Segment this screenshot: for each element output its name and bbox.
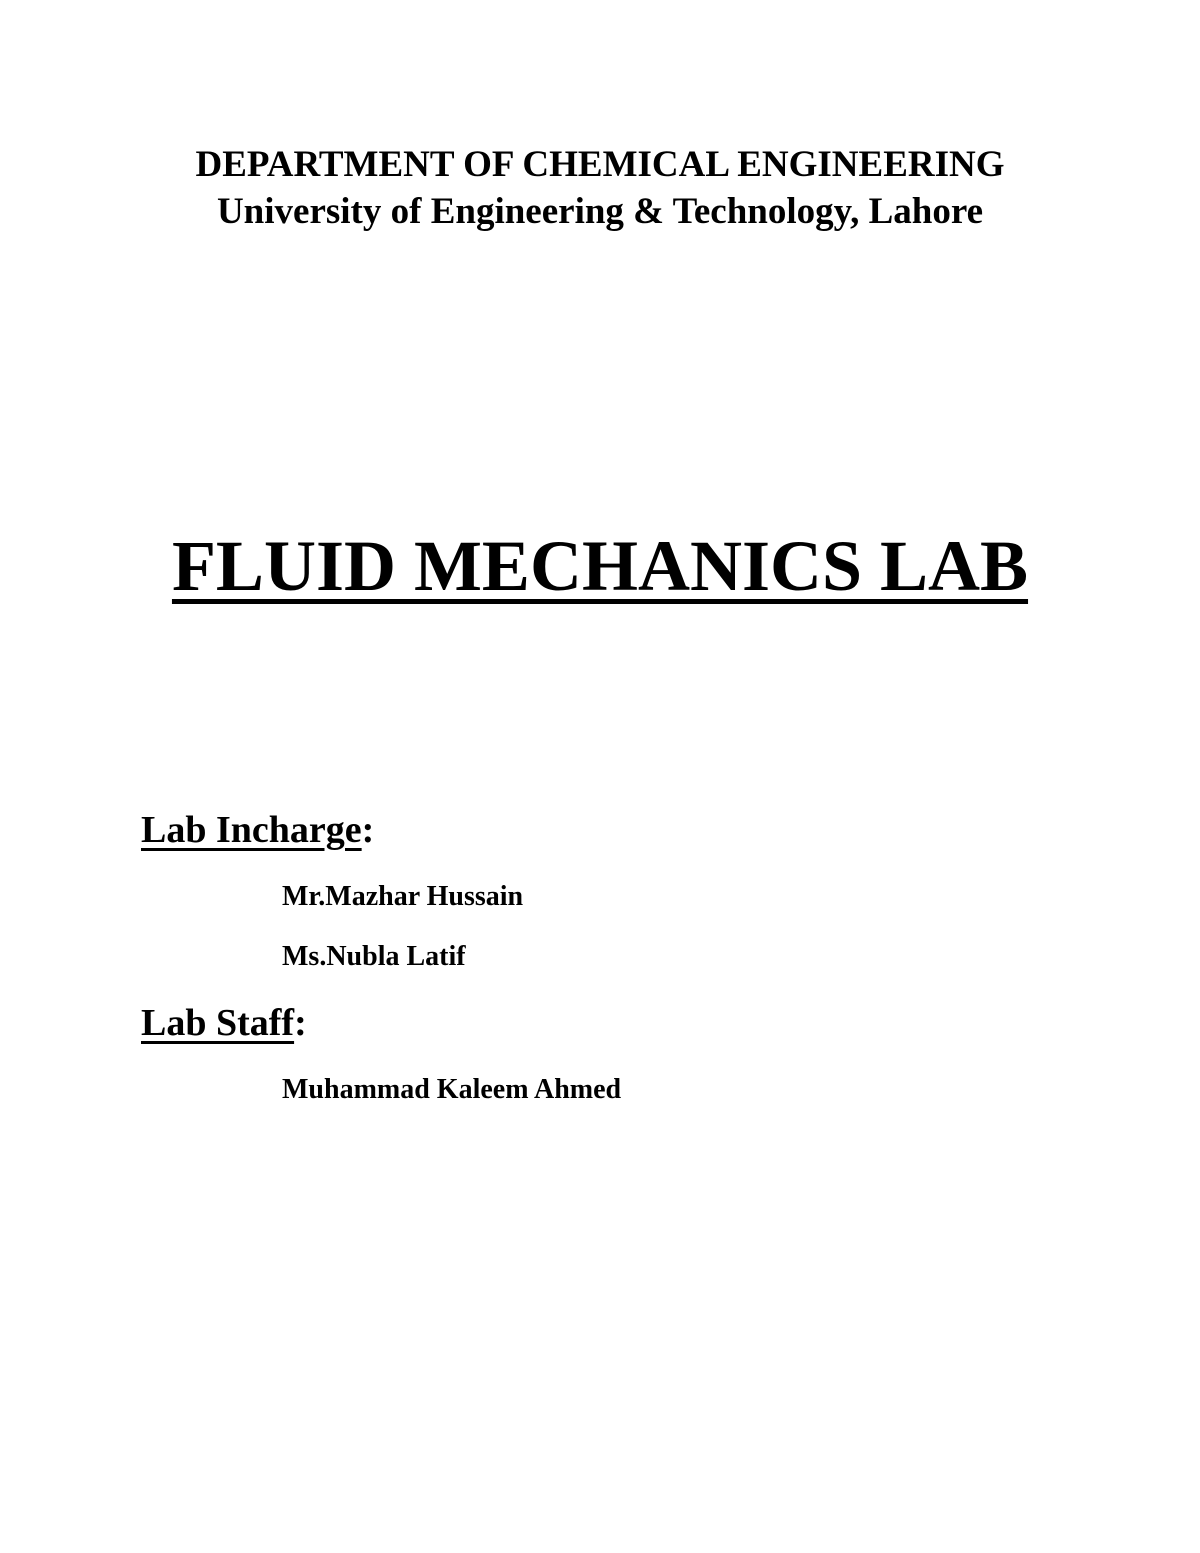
lab-title-text: FLUID MECHANICS LAB [171,526,1029,606]
incharge-person: Mr.Mazhar Hussain [282,881,524,912]
lab-staff-colon: : [294,1002,307,1044]
lab-staff-heading [141,1001,307,1045]
lab-title [0,524,1200,608]
incharge-person: Ms.Nubla Latif [282,941,466,972]
university-heading: University of Engineering & Technology, Lahore [216,191,984,232]
lab-incharge-label: Lab Incharge [141,809,362,851]
lab-incharge-heading [141,808,374,852]
lab-staff-label: Lab Staff [141,1002,295,1044]
staff-person: Muhammad Kaleem Ahmed [282,1074,622,1105]
lab-incharge-colon: : [361,809,375,851]
department-heading: DEPARTMENT OF CHEMICAL ENGINEERING [195,144,1005,185]
